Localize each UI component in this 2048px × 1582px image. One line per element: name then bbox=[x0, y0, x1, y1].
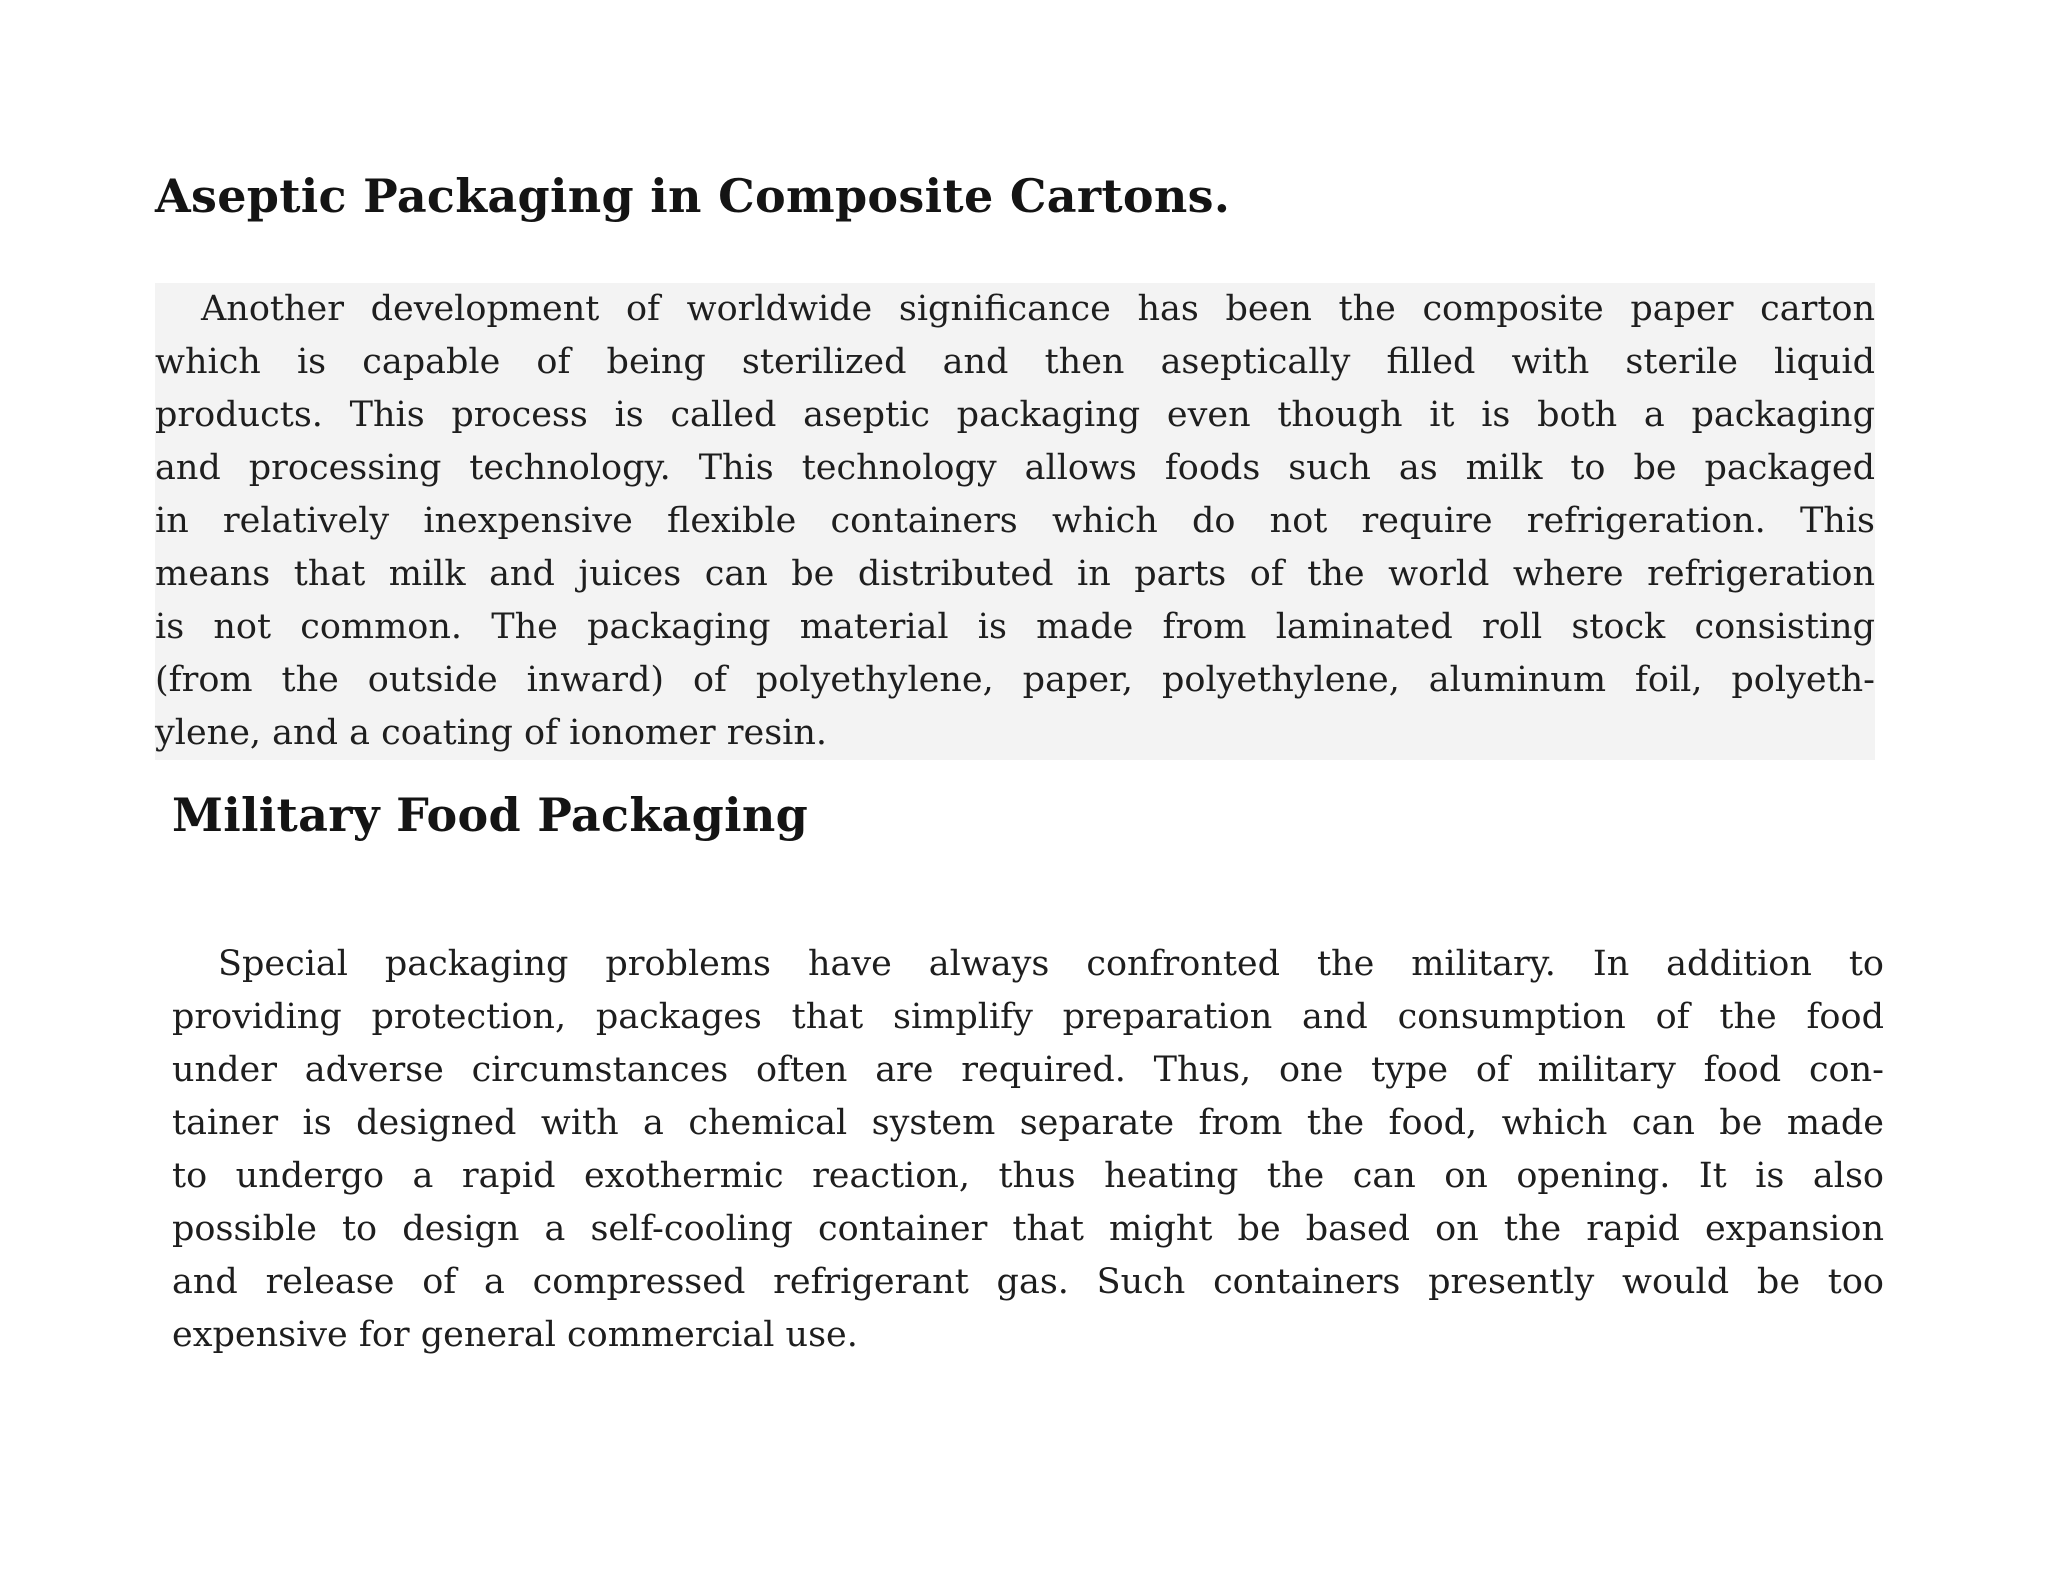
paragraph-line: providing protection, packages that simplify preparation and consumption of the food bbox=[172, 997, 1884, 1037]
section-aseptic-packaging bbox=[155, 168, 1875, 760]
paragraph-line: (from the outside inward) of polyethylene, paper, polyethylene, aluminum foil, polyeth- bbox=[155, 660, 1875, 700]
paragraph-line: to undergo a rapid exothermic reaction, thus heating the can on opening. It is also bbox=[172, 1156, 1884, 1196]
paragraph-line: which is capable of being sterilized and then aseptically filled with sterile liquid bbox=[155, 342, 1875, 382]
paragraph-line: in relatively inexpensive flexible containers which do not require refrigeration. This bbox=[155, 501, 1875, 541]
paragraph-line: is not common. The packaging material is made from laminated roll stock consisting bbox=[155, 607, 1875, 647]
paragraph-line: ylene, and a coating of ionomer resin. bbox=[155, 713, 828, 753]
paragraph-line: and processing technology. This technology allows foods such as milk to be packaged bbox=[155, 448, 1875, 488]
paragraph-line: tainer is designed with a chemical system separate from the food, which can be made bbox=[172, 1103, 1884, 1143]
section-paragraph bbox=[172, 938, 1884, 1362]
section-paragraph bbox=[155, 283, 1875, 760]
section-heading: Aseptic Packaging in Composite Cartons. bbox=[155, 169, 1231, 223]
paragraph-line: products. This process is called aseptic packaging even though it is both a packaging bbox=[155, 395, 1875, 435]
paragraph-line: possible to design a self-cooling container that might be based on the rapid expansion bbox=[172, 1209, 1884, 1249]
section-military-food-packaging bbox=[172, 787, 1884, 1362]
paragraph-line: and release of a compressed refrigerant gas. Such containers presently would be too bbox=[172, 1262, 1884, 1302]
paragraph-line: expensive for general commercial use. bbox=[172, 1315, 858, 1355]
paragraph-line: under adverse circumstances often are required. Thus, one type of military food con- bbox=[172, 1050, 1884, 1090]
paragraph-line: means that milk and juices can be distributed in parts of the world where refrigeration bbox=[155, 554, 1875, 594]
paragraph-line: Special packaging problems have always confronted the military. In addition to bbox=[218, 944, 1884, 984]
paragraph-line: Another development of worldwide significance has been the composite paper carton bbox=[201, 289, 1875, 329]
section-heading: Military Food Packaging bbox=[172, 788, 809, 842]
